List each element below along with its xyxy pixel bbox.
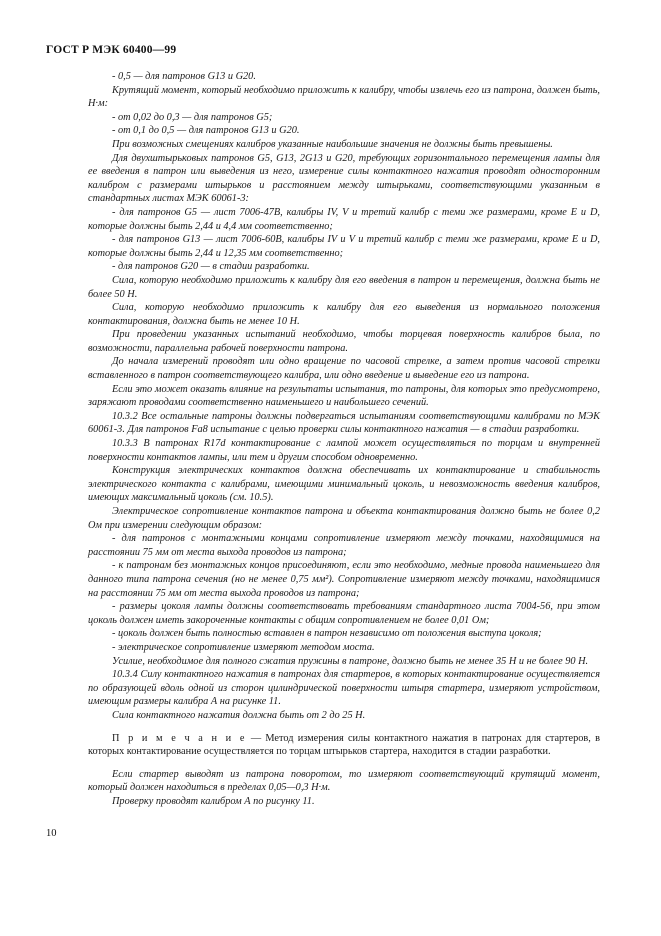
document-body (88, 70, 600, 808)
note-block (88, 732, 600, 759)
note-text: — Метод измерения силы контактного нажатия в патронах для стартеров, в которых контактирование осуществляется по торцам штырьков стартера, находится в стадии разработки. (88, 732, 600, 758)
paragraph: Конструкция электрических контактов должна обеспечивать их контактирование и стабильность электрического контакта с калибрами, имеющими минимальный цоколь, и невозможность введения калибров, имеющих максимальный цоколь (см. 10.5). (88, 465, 600, 504)
paragraph: Если стартер выводят из патрона поворотом, то измеряют соответствующий крутящий момент, который должен находиться в пределах 0,05—0,3 Н·м. (88, 768, 600, 794)
paragraph: - для патронов с монтажными концами сопротивление измеряют между точками, находящимися на расстоянии 75 мм от места выхода проводов из патрона; (88, 533, 600, 558)
note-label: П р и м е ч а н и е (112, 732, 247, 744)
paragraph: Если это может оказать влияние на результаты испытания, то патроны, для которых это предусмотрено, заряжают проводами соответственно наименьшего и наибольшего сечений. (88, 383, 600, 409)
paragraph: Крутящий момент, который необходимо приложить к калибру, чтобы извлечь его из патрона, должен быть, Н·м: (88, 84, 600, 110)
paragraph: Сила контактного нажатия должна быть от 2 до 25 Н. (112, 709, 366, 721)
section-10-3-3: 10.3.3 В патронах R17d контактирование с лампой может осуществляться по торцам и внутренней поверхности контактов лампы, или тем и другим способом одновременно. (88, 438, 600, 463)
section-10-3-4: 10.3.4 Силу контактного нажатия в патронах для стартеров, в которых контактирование осуществляется по образующей вдоль одной из сторон цилиндрической поверхности штыря стартера, измеряют устройством, имеющим размеры калибра А на рисунке 11. (88, 669, 600, 708)
paragraph: Сила, которую необходимо приложить к калибру для его выведения из нормального положения контактирования, должна быть не менее 10 Н. (88, 302, 600, 327)
paragraph: Усилие, необходимое для полного сжатия пружины в патроне, должно быть не менее 35 Н и не более 90 Н. (112, 655, 589, 667)
paragraph: Электрическое сопротивление контактов патрона и объекта контактирования должно быть не более 0,2 Ом при измерении следующим образом: (88, 506, 600, 531)
paragraph: Для двухштырьковых патронов G5, G13, 2G13 и G20, требующих горизонтального перемещения лампы для ее введения в патрон или выведения из него, измерение силы контактного нажатия проводят односторонним калибром с размерами штырьков и расстоянием между штырьками, соответствующими указанным в стандартных листах МЭК 60061-3: (88, 152, 600, 205)
paragraph: Проверку проводят калибром А по рисунку 11. (112, 795, 315, 807)
paragraph: - для патронов G5 — лист 7006-47В, калибры IV, V и третий калибр с теми же размерами, кроме E и D, которые должны быть 2,44 и 4,4 мм соответственно; (88, 206, 600, 232)
paragraph: - для патронов G20 — в стадии разработки. (112, 261, 310, 273)
paragraph: При возможных смещениях калибров указанные наибольшие значения не должны быть превышены. (112, 138, 553, 150)
section-10-3-2: 10.3.2 Все остальные патроны должны подвергаться испытаниям соответствующими калибрами по МЭК 60061-3. Для патронов Fa8 испытание с целью проверки силы контактного нажатия — в стадии разработки. (88, 410, 600, 436)
paragraph: - размеры цоколя лампы должны соответствовать требованиям стандартного листа 7004-56, при этом цоколь должен иметь закороченные контакты с общим сопротивлением не более 0,01 Ом; (88, 601, 600, 626)
paragraph: - электрическое сопротивление измеряют методом моста. (112, 641, 375, 653)
standard-header: ГОСТ Р МЭК 60400—99 (46, 44, 177, 56)
paragraph: - для патронов G13 — лист 7006-60В, калибры IV и V и третий калибр с теми же размерами, кроме E и D, которые должны быть 2,44 и 12,35 мм соответственно; (88, 234, 600, 259)
paragraph: Сила, которую необходимо приложить к калибру для его введения в патрон и перемещения, должна быть не более 50 Н. (88, 274, 600, 300)
paragraph: - от 0,1 до 0,5 — для патронов G13 и G20. (112, 125, 300, 137)
paragraph: При проведении указанных испытаний необходимо, чтобы торцевая поверхность калибров была, по возможности, параллельна рабочей поверхности патрона. (88, 329, 600, 354)
paragraph: - 0,5 — для патронов G13 и G20. (112, 71, 256, 82)
paragraph: До начала измерений проводят или одно вращение по часовой стрелке, а затем против часовой стрелки вставленного в патрон соответствующего калибра, или одно введение и выведение его из патрона. (88, 356, 600, 382)
paragraph: - к патронам без монтажных концов присоединяют, если это необходимо, медные провода наименьшего для данного типа патрона сечения (но не менее 0,75 мм²). Сопротивление измеряют между точками, находящимися на расстоянии 75 мм от места выхода проводов из патрона; (88, 560, 600, 599)
page-number: 10 (46, 828, 57, 839)
paragraph: - цоколь должен быть полностью вставлен в патрон независимо от положения выступа цоколя; (112, 628, 542, 640)
paragraph: - от 0,02 до 0,3 — для патронов G5; (112, 111, 273, 123)
